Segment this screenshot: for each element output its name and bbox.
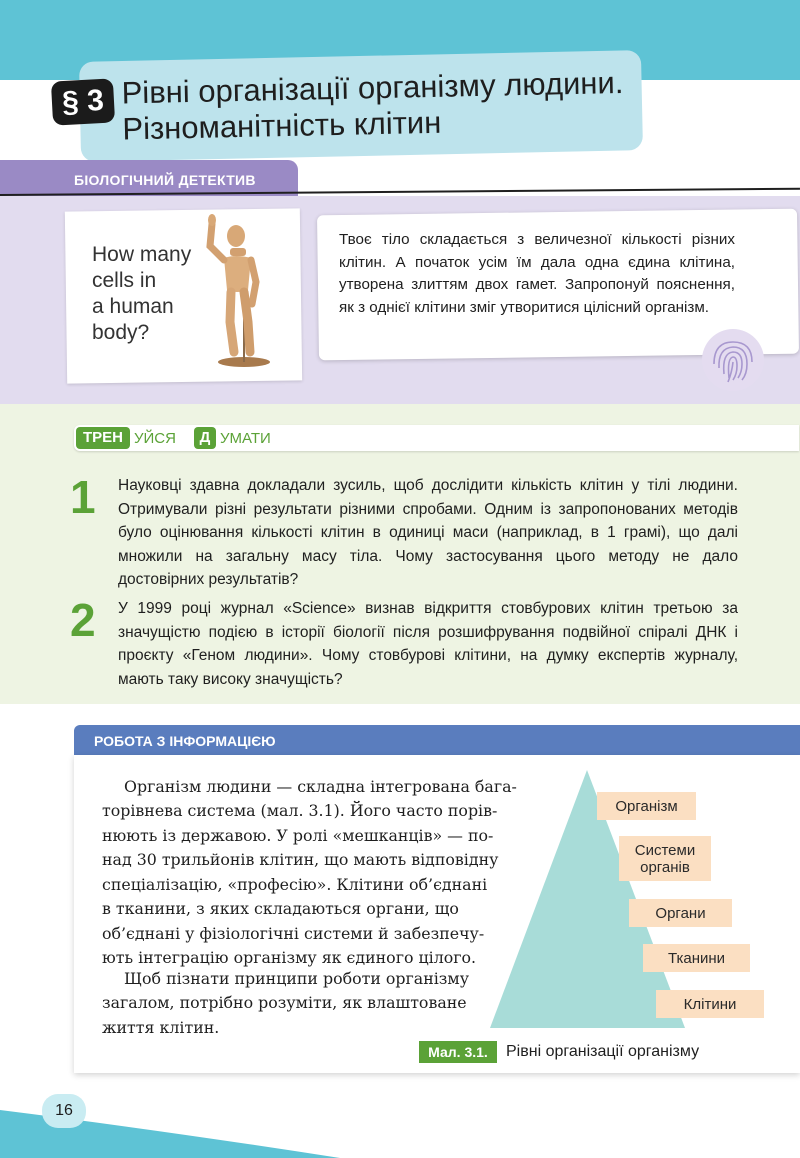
figure-caption: Рівні організації організму <box>506 1043 700 1060</box>
question-line: cells in <box>92 269 157 292</box>
level-tissues: Тканини <box>643 944 750 972</box>
info-paragraph-2 <box>124 967 469 992</box>
page-number: 16 <box>42 1094 86 1128</box>
task-text: Науковці здавна докладали зусиль, щоб дослідити кількість клітин у тілі людини. Отримували різні результати різними спробами. Одним із запропонованих методів було оцінювання кількості клітин в одиниці маси (наприклад, в 1 грамі), що далі множили на загальну масу тіла. Чому застосування цього методу не дало достовірних результатів? <box>118 477 738 588</box>
text-line: над 30 трильйонів клітин, що мають відповідну <box>102 850 499 869</box>
text-line: Щоб пізнати принципи роботи організму <box>124 969 469 988</box>
text-line: в тканини, з яких складаються органи, що <box>102 899 459 918</box>
detective-text: Твоє тіло складається з величезної кількості різних клітин. А початок усім їм дала одна єдина клітина, утворена злиттям двох гамет. Запропонуй пояснення, як з однієї клітини зміг утворитися цілісний організм. <box>339 231 735 316</box>
question-line: How many <box>92 243 192 266</box>
text-line: життя клітин. <box>102 1017 220 1037</box>
detective-label: БІОЛОГІЧНИЙ ДЕТЕКТИВ <box>74 172 256 188</box>
fingerprint-icon <box>700 328 766 392</box>
title-line-2: Різноманітність клітин <box>122 104 442 147</box>
train-word: УЙСЯ <box>134 430 176 447</box>
practice-header <box>74 425 799 451</box>
info-paragraph-2-cont <box>102 991 467 1040</box>
info-paragraph-1-cont <box>102 799 498 971</box>
text-line: торівнева система (мал. 3.1). Його часто порів- <box>102 801 498 820</box>
page-title <box>121 65 642 148</box>
wooden-mannequin-image <box>196 212 286 368</box>
think-chip: Д <box>194 427 216 449</box>
text-line: спеціалізацію, «професію». Клітини об’єднані <box>102 874 488 894</box>
question-line: a human <box>92 295 174 318</box>
footer-band <box>0 1100 800 1158</box>
section-badge: § 3 <box>51 78 115 125</box>
think-word: УМАТИ <box>220 430 271 447</box>
text-line: нюють із державою. У ролі «мешканців» — по- <box>102 825 494 845</box>
train-chip: ТРЕН <box>76 427 130 449</box>
level-organism: Організм <box>597 792 696 820</box>
task-number: 1 <box>70 471 96 523</box>
info-paragraph-1 <box>124 775 517 800</box>
title-line-1: Рівні організації організму людини. <box>121 64 624 111</box>
question-text <box>92 242 207 346</box>
figure-caption-label: Мал. 3.1. <box>419 1041 497 1063</box>
text-line: загалом, потрібно розуміти, як влаштоване <box>102 993 467 1012</box>
info-label: РОБОТА З ІНФОРМАЦІЄЮ <box>94 733 276 749</box>
text-line: об’єднані у фізіологічні системи й забезпечу- <box>102 923 485 943</box>
task-number: 2 <box>70 594 96 646</box>
level-cells: Клітини <box>656 990 764 1018</box>
text-line: ють інтеграцію організму як єдиного цілого. <box>102 948 477 967</box>
level-organ-systems: Системи органів <box>619 836 711 881</box>
task-text: У 1999 році журнал «Science» визнав відкриття стовбурових клітин третьою за значущістю подією в історії біології після розшифрування подвійної спіралі ДНК і проєкту «Геном людини». Чому стовбурові клітини, на думку експертів журналу, мають таку високу значущість? <box>118 600 738 688</box>
question-line: body? <box>92 321 150 344</box>
level-organs: Органи <box>629 899 732 927</box>
text-line: Організм людини — складна інтегрована бага- <box>124 777 517 796</box>
